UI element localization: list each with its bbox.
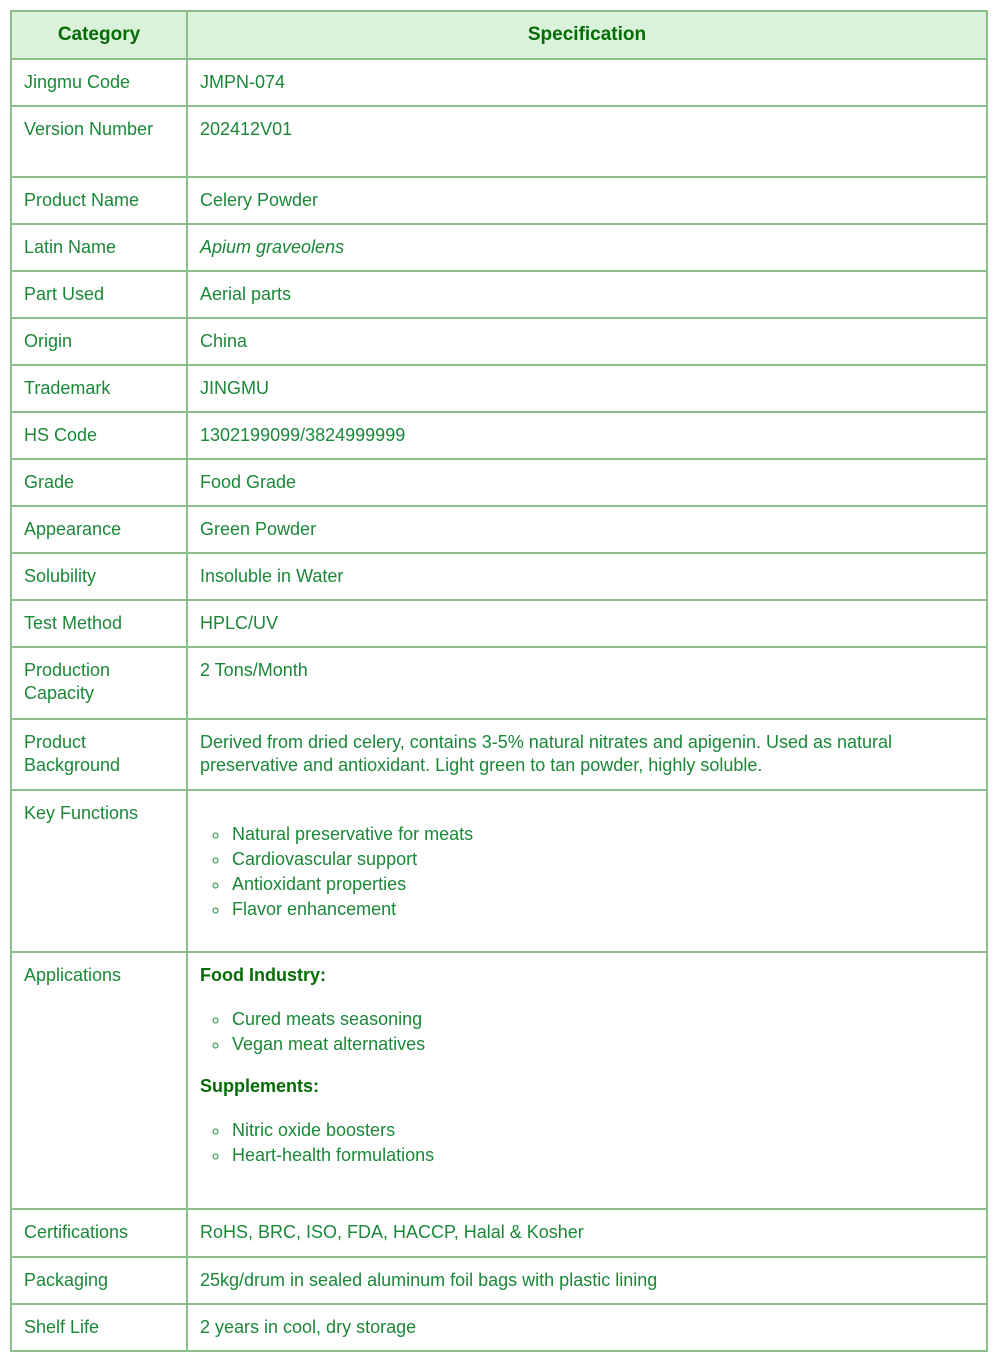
- header-category: Category: [11, 11, 187, 59]
- table-row-applications: [11, 952, 987, 1209]
- key-functions-list: [200, 822, 974, 922]
- table-row-key-functions: [11, 790, 987, 952]
- table-row: [11, 365, 987, 412]
- value-cell: 202412V01: [187, 106, 987, 177]
- table-row: [11, 318, 987, 365]
- list-item: ◦ Cured meats seasoning: [230, 1007, 974, 1032]
- value-cell: 25kg/drum in sealed aluminum foil bags with plastic lining: [187, 1257, 987, 1304]
- table-row: [11, 506, 987, 553]
- value-cell: China: [187, 318, 987, 365]
- value-cell: 2 years in cool, dry storage: [187, 1304, 987, 1351]
- value-cell: 1302199099/3824999999: [187, 412, 987, 459]
- food-industry-list: [200, 1007, 974, 1057]
- value-cell-applications: [187, 952, 987, 1209]
- category-cell: Product Name: [11, 177, 187, 224]
- supplements-list: [200, 1118, 974, 1168]
- category-cell: Origin: [11, 318, 187, 365]
- value-cell: JMPN-074: [187, 59, 987, 106]
- table-row: [11, 600, 987, 647]
- applications-subheading-supplements: Supplements:: [200, 1076, 320, 1096]
- table-header-row: [11, 11, 987, 59]
- list-item: ◦ Natural preservative for meats: [230, 822, 974, 847]
- table-row: [11, 177, 987, 224]
- category-cell: Product Background: [11, 719, 187, 790]
- table-row: [11, 1257, 987, 1304]
- value-cell: Food Grade: [187, 459, 987, 506]
- table-row: [11, 224, 987, 271]
- category-cell: Certifications: [11, 1209, 187, 1257]
- category-cell: Part Used: [11, 271, 187, 318]
- applications-subheading-food-industry: Food Industry:: [200, 965, 326, 985]
- value-cell-latin-name: Apium graveolens: [187, 224, 987, 271]
- value-cell-key-functions: [187, 790, 987, 952]
- category-cell: Appearance: [11, 506, 187, 553]
- list-item: ◦ Flavor enhancement: [230, 897, 974, 922]
- value-cell: Green Powder: [187, 506, 987, 553]
- table-row: [11, 719, 987, 790]
- list-item: ◦ Heart-health formulations: [230, 1143, 974, 1168]
- list-item: ◦ Antioxidant properties: [230, 872, 974, 897]
- value-cell: 2 Tons/Month: [187, 647, 987, 719]
- value-cell: Derived from dried celery, contains 3-5% natural nitrates and apigenin. Used as natural preservative and antioxidant. Light green to tan powder, highly soluble.: [187, 719, 987, 790]
- category-cell: Trademark: [11, 365, 187, 412]
- table-row: [11, 553, 987, 600]
- category-cell: Test Method: [11, 600, 187, 647]
- category-cell: Applications: [11, 952, 187, 1209]
- category-cell: Latin Name: [11, 224, 187, 271]
- value-cell: JINGMU: [187, 365, 987, 412]
- specification-table: [10, 10, 988, 1352]
- category-cell: Solubility: [11, 553, 187, 600]
- value-cell: RoHS, BRC, ISO, FDA, HACCP, Halal & Kosher: [187, 1209, 987, 1257]
- category-cell: Key Functions: [11, 790, 187, 952]
- table-row: [11, 1304, 987, 1351]
- category-cell: HS Code: [11, 412, 187, 459]
- table-row: [11, 1209, 987, 1257]
- category-cell: Shelf Life: [11, 1304, 187, 1351]
- table-row: [11, 271, 987, 318]
- category-cell: Version Number: [11, 106, 187, 177]
- value-cell: Insoluble in Water: [187, 553, 987, 600]
- value-cell: HPLC/UV: [187, 600, 987, 647]
- table-row: [11, 647, 987, 719]
- category-cell: Production Capacity: [11, 647, 187, 719]
- category-cell: Jingmu Code: [11, 59, 187, 106]
- list-item: ◦ Nitric oxide boosters: [230, 1118, 974, 1143]
- category-cell: Packaging: [11, 1257, 187, 1304]
- list-item: ◦ Vegan meat alternatives: [230, 1032, 974, 1057]
- header-specification: Specification: [187, 11, 987, 59]
- table-row: [11, 412, 987, 459]
- table-row: [11, 459, 987, 506]
- value-cell: Celery Powder: [187, 177, 987, 224]
- table-row: [11, 106, 987, 177]
- list-item: ◦ Cardiovascular support: [230, 847, 974, 872]
- table-row: [11, 59, 987, 106]
- category-cell: Grade: [11, 459, 187, 506]
- value-cell: Aerial parts: [187, 271, 987, 318]
